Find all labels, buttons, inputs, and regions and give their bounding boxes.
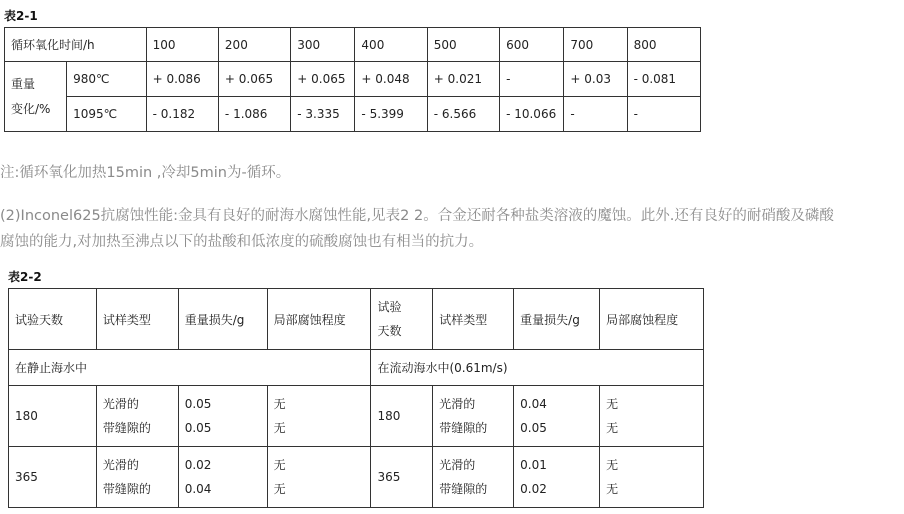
- days-cell: 365: [9, 447, 97, 508]
- value-cell: - 1.086: [218, 97, 290, 132]
- table-row: [9, 447, 704, 508]
- value-cell: - 6.566: [427, 97, 499, 132]
- value-cell: -: [627, 97, 700, 132]
- header-col: 600: [500, 28, 564, 62]
- weight-loss-cell: 0.04 0.05: [514, 386, 600, 447]
- corrosion-cell: 无 无: [600, 386, 704, 447]
- header-local-corrosion: 局部腐蚀程度: [600, 289, 704, 350]
- header-weight-loss: 重量损失/g: [178, 289, 267, 350]
- value-cell: + 0.021: [427, 62, 499, 97]
- header-col: 800: [627, 28, 700, 62]
- header-col: 500: [427, 28, 499, 62]
- sample-type-cell: 光滑的 带缝隙的: [433, 386, 514, 447]
- flowing-seawater-label: 在流动海水中(0.61m/s): [371, 350, 704, 386]
- days-cell: 180: [371, 386, 433, 447]
- header-col: 700: [564, 28, 627, 62]
- weight-loss-cell: 0.05 0.05: [178, 386, 267, 447]
- header-test-days: 试验天数: [9, 289, 97, 350]
- table-2-1: [4, 27, 701, 132]
- header-weight-loss: 重量损失/g: [514, 289, 600, 350]
- table1-caption: 表2-1: [4, 9, 38, 23]
- corrosion-cell: 无 无: [267, 447, 371, 508]
- weight-change-label: 重量 变化/%: [5, 62, 67, 132]
- table-row: [5, 62, 701, 97]
- sample-type-cell: 光滑的 带缝隙的: [96, 447, 178, 508]
- header-col: 400: [355, 28, 427, 62]
- value-cell: -: [564, 97, 627, 132]
- paragraph-line: 腐蚀的能力,对加热至沸点以下的盐酸和低浓度的硫酸腐蚀也有相当的抗力。: [0, 234, 484, 250]
- paragraph-line: (2)Inconel625抗腐蚀性能:金具有良好的耐海水腐蚀性能,见表2 2。合金还耐各种盐类溶液的魔蚀。此外.还有良好的耐硝酸及磷酸: [0, 208, 834, 224]
- table-row: [9, 386, 704, 447]
- table-row: [5, 97, 701, 132]
- table1-header-row: [5, 28, 701, 62]
- table2-header-row: [9, 289, 704, 350]
- header-sample-type: 试样类型: [96, 289, 178, 350]
- value-cell: + 0.048: [355, 62, 427, 97]
- sample-type-cell: 光滑的 带缝隙的: [433, 447, 514, 508]
- days-cell: 365: [371, 447, 433, 508]
- value-cell: - 5.399: [355, 97, 427, 132]
- sample-type-cell: 光滑的 带缝隙的: [96, 386, 178, 447]
- header-col: 100: [146, 28, 218, 62]
- header-cycle-time: 循环氧化时间/h: [5, 28, 147, 62]
- header-test-days-right: 试验 天数: [371, 289, 433, 350]
- table-2-2: [8, 288, 704, 508]
- value-cell: - 0.081: [627, 62, 700, 97]
- value-cell: + 0.03: [564, 62, 627, 97]
- value-cell: + 0.086: [146, 62, 218, 97]
- corrosion-cell: 无 无: [600, 447, 704, 508]
- weight-loss-cell: 0.02 0.04: [178, 447, 267, 508]
- value-cell: + 0.065: [291, 62, 355, 97]
- days-cell: 180: [9, 386, 97, 447]
- header-local-corrosion: 局部腐蚀程度: [267, 289, 371, 350]
- header-col: 200: [218, 28, 290, 62]
- table2-caption: 表2-2: [8, 270, 42, 284]
- header-col: 300: [291, 28, 355, 62]
- value-cell: - 0.182: [146, 97, 218, 132]
- static-seawater-label: 在静止海水中: [9, 350, 371, 386]
- cycle-note: 注:循环氧化加热15min ,冷却5min为-循环。: [0, 165, 291, 181]
- weight-loss-cell: 0.01 0.02: [514, 447, 600, 508]
- corrosion-paragraph: [0, 203, 834, 255]
- value-cell: -: [500, 62, 564, 97]
- corrosion-cell: 无 无: [267, 386, 371, 447]
- temp-cell: 1095℃: [67, 97, 146, 132]
- temp-cell: 980℃: [67, 62, 146, 97]
- value-cell: - 10.066: [500, 97, 564, 132]
- value-cell: - 3.335: [291, 97, 355, 132]
- value-cell: + 0.065: [218, 62, 290, 97]
- section-row: [9, 350, 704, 386]
- header-sample-type: 试样类型: [433, 289, 514, 350]
